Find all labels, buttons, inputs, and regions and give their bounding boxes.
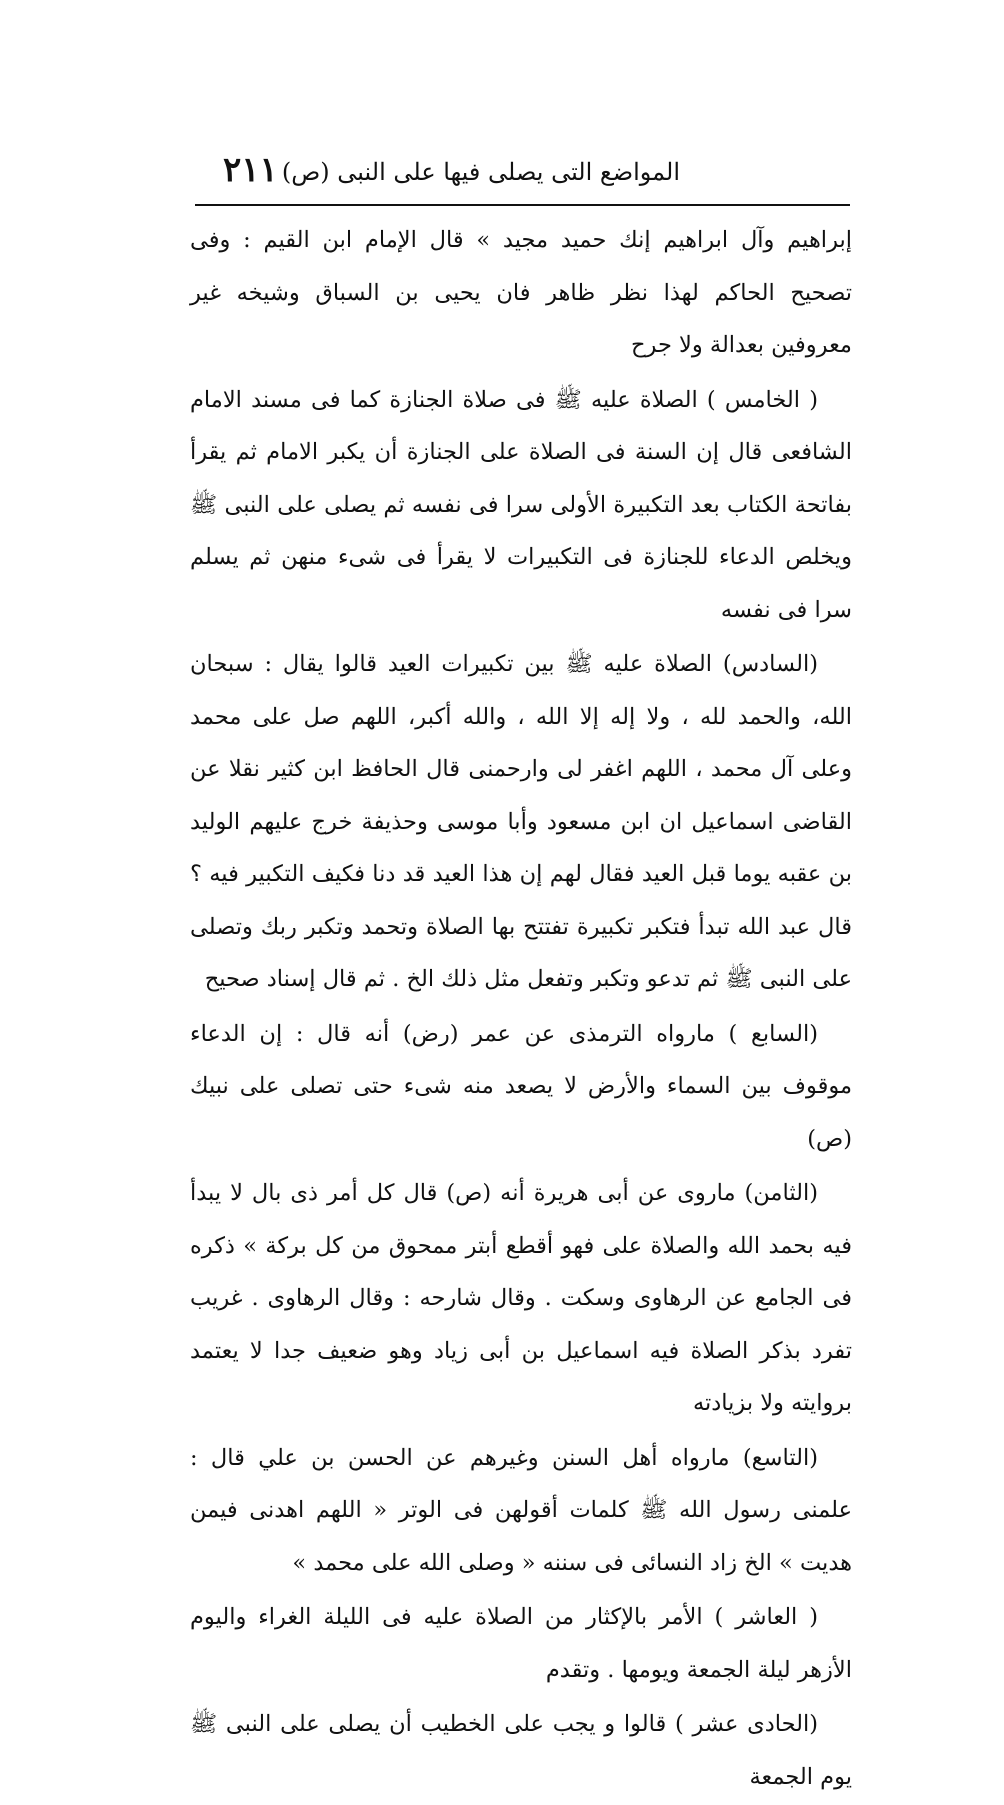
page-header — [195, 150, 850, 200]
paragraph-sixth: (السادس) الصلاة عليه ﷺ بين تكبيرات العيد قالوا يقال : سبحان الله، والحمد لله ، ولا إله إلا الله ، والله أكبر، اللهم صل على محمد وعلى آل محمد ، اللهم اغفر لى وارحمنى قال الحافظ ابن كثير نقلا عن القاضى اسماعيل ان ابن مسعود وأبا موسى وحذيفة خرج عليهم الوليد بن عقبه يوما قبل العيد فقال لهم إن هذا العيد قد دنا فكيف التكبير فيه ؟ قال عبد الله تبدأ فتكبر تكبيرة تفتتح بها الصلاة وتحمد وتكبر ربك وتصلى على النبى ﷺ ثم تدعو وتكبر وتفعل مثل ذلك الخ . ثم قال إسناد صحيح — [190, 651, 852, 992]
paragraph-ninth: (التاسع) مارواه أهل السنن وغيرهم عن الحسن بن علي قال : علمنى رسول الله ﷺ كلمات أقولهن فى الوتر « اللهم اهدنى فيمن هديت » الخ زاد النسائى فى سننه « وصلى الله على محمد » — [190, 1444, 852, 1576]
running-title: المواضع التى يصلى فيها على النبى (ص) — [281, 158, 680, 186]
paragraph-continuation: إبراهيم وآل ابراهيم إنك حميد مجيد » قال الإمام ابن القيم : وفى تصحيح الحاكم لهذا نظر ظاهر فان يحيى بن السباق وشيخه غير معروفين بعدالة ولا جرح — [190, 227, 852, 358]
paragraph-tenth: ( العاشر ) الأمر بالإكثار من الصلاة عليه فى الليلة الغراء واليوم الأزهر ليلة الجمعة ويومها . وتقدم — [190, 1604, 852, 1683]
paragraph-seventh: (السابع ) مارواه الترمذى عن عمر (رض) أنه قال : إن الدعاء موقوف بين السماء والأرض لا يصعد منه شىء حتى تصلى على نبيك (ص) — [190, 1020, 852, 1152]
body-text — [190, 214, 852, 1805]
paragraph-eleventh: (الحادى عشر ) قالوا و يجب على الخطيب أن يصلى على النبى ﷺ يوم الجمعة — [190, 1711, 852, 1790]
paragraph-fifth: ( الخامس ) الصلاة عليه ﷺ فى صلاة الجنازة كما فى مسند الامام الشافعى قال إن السنة فى الصلاة على الجنازة أن يكبر الامام ثم يقرأ بفاتحة الكتاب بعد التكبيرة الأولى سرا فى نفسه ثم يصلى على النبى ﷺ ويخلص الدعاء للجنازة فى التكبيرات لا يقرأ فى شىء منهن ثم يسلم سرا فى نفسه — [190, 386, 852, 623]
page-number: ٢١١ — [223, 150, 278, 190]
paragraph-eighth: (الثامن) ماروى عن أبى هريرة أنه (ص) قال كل أمر ذى بال لا يبدأ فيه بحمد الله والصلاة على فهو أقطع أبتر ممحوق من كل بركة » ذكره فى الجامع عن الرهاوى وسكت . وقال شارحه : وقال الرهاوى . غريب تفرد بذكر الصلاة فيه اسماعيل بن أبى زياد وهو ضعيف جدا لا يعتمد بروايته ولا بزيادته — [190, 1180, 852, 1416]
header-rule — [195, 204, 850, 206]
